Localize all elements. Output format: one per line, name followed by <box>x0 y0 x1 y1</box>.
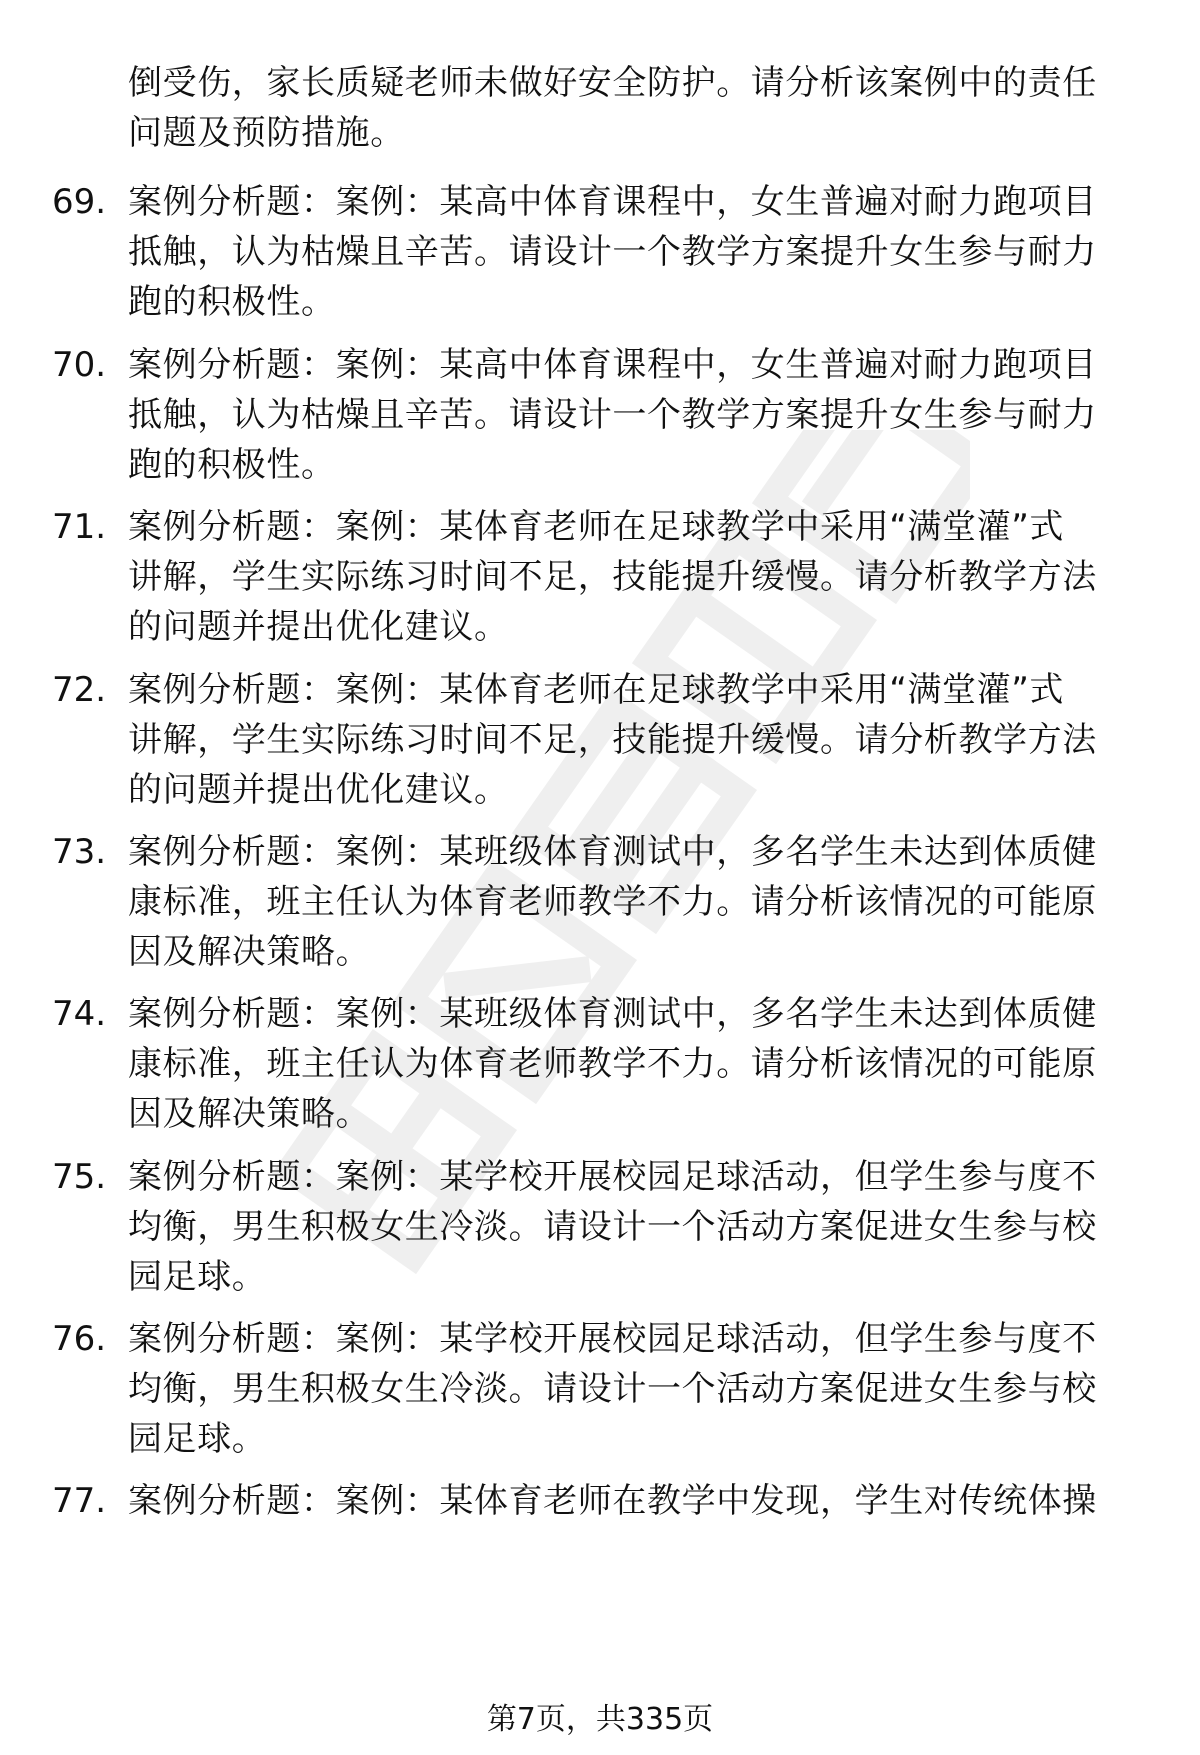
text-line: 跑的积极性。 <box>128 282 336 322</box>
question-text <box>128 1476 1138 1526</box>
question-number: 70. <box>52 345 107 385</box>
text-line: 案例分析题：案例：某高中体育课程中，女生普遍对耐力跑项目 <box>128 345 1097 385</box>
text-line: 抵触，认为枯燥且辛苦。请设计一个教学方案提升女生参与耐力 <box>128 232 1097 272</box>
text-line: 案例分析题：案例：某体育老师在足球教学中采用“满堂灌”式 <box>128 507 1065 547</box>
question-text <box>128 502 1138 652</box>
text-line: 园足球。 <box>128 1257 267 1297</box>
question-number: 71. <box>52 507 107 547</box>
text-line: 因及解决策略。 <box>128 932 371 972</box>
question-number: 77. <box>52 1481 107 1521</box>
question-number: 69. <box>52 182 107 222</box>
text-line: 均衡，男生积极女生冷淡。请设计一个活动方案促进女生参与校 <box>128 1369 1097 1409</box>
text-line: 康标准，班主任认为体育老师教学不力。请分析该情况的可能原 <box>128 882 1097 922</box>
question-text <box>128 340 1138 490</box>
question-number: 74. <box>52 994 107 1034</box>
text-line: 案例分析题：案例：某学校开展校园足球活动，但学生参与度不 <box>128 1319 1097 1359</box>
question-number: 72. <box>52 670 107 710</box>
text-line: 案例分析题：案例：某班级体育测试中，多名学生未达到体质健 <box>128 994 1097 1034</box>
text-line: 抵触，认为枯燥且辛苦。请设计一个教学方案提升女生参与耐力 <box>128 395 1097 435</box>
question-text <box>128 177 1138 327</box>
text-line: 案例分析题：案例：某班级体育测试中，多名学生未达到体质健 <box>128 832 1097 872</box>
question-text <box>128 989 1138 1139</box>
text-line: 讲解，学生实际练习时间不足，技能提升缓慢。请分析教学方法 <box>128 557 1097 597</box>
text-line: 的问题并提出优化建议。 <box>128 607 509 647</box>
text-line: 康标准，班主任认为体育老师教学不力。请分析该情况的可能原 <box>128 1044 1097 1084</box>
text-line: 倒受伤，家长质疑老师未做好安全防护。请分析该案例中的责任 <box>128 63 1097 103</box>
text-line: 的问题并提出优化建议。 <box>128 770 509 810</box>
text-line: 讲解，学生实际练习时间不足，技能提升缓慢。请分析教学方法 <box>128 720 1097 760</box>
question-text <box>128 665 1138 815</box>
question-number: 75. <box>52 1157 107 1197</box>
text-line: 案例分析题：案例：某学校开展校园足球活动，但学生参与度不 <box>128 1157 1097 1197</box>
text-line: 园足球。 <box>128 1419 267 1459</box>
continuation-text <box>128 58 1138 158</box>
question-number: 73. <box>52 832 107 872</box>
page-footer: 第7页，共335页 <box>486 1702 714 1737</box>
text-line: 问题及预防措施。 <box>128 113 405 153</box>
text-line: 案例分析题：案例：某高中体育课程中，女生普遍对耐力跑项目 <box>128 182 1097 222</box>
text-line: 案例分析题：案例：某体育老师在教学中发现，学生对传统体操 <box>128 1481 1097 1521</box>
question-text <box>128 827 1138 977</box>
question-text <box>128 1152 1138 1302</box>
text-line: 均衡，男生积极女生冷淡。请设计一个活动方案促进女生参与校 <box>128 1207 1097 1247</box>
question-text <box>128 1314 1138 1464</box>
text-line: 案例分析题：案例：某体育老师在足球教学中采用“满堂灌”式 <box>128 670 1065 710</box>
text-line: 因及解决策略。 <box>128 1094 371 1134</box>
text-line: 跑的积极性。 <box>128 445 336 485</box>
question-number: 76. <box>52 1319 107 1359</box>
